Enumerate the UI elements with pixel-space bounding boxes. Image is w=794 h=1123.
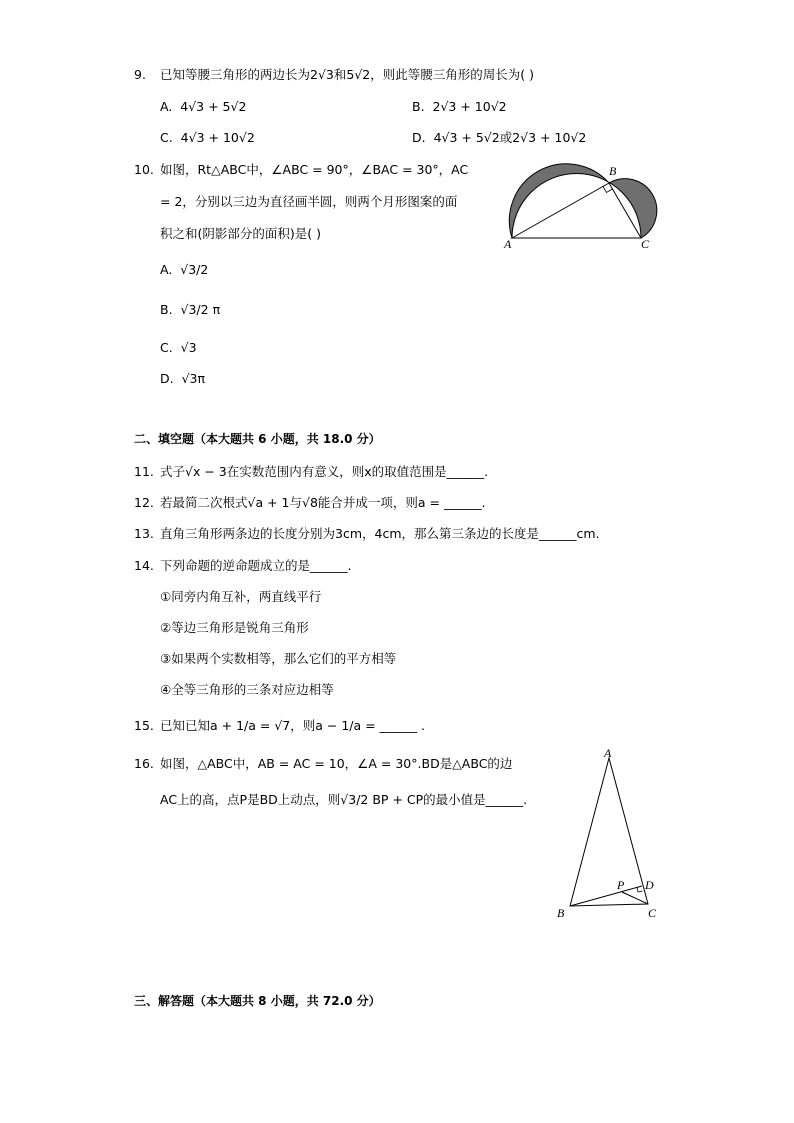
q16-label-d: D (645, 878, 654, 892)
q9-option-d: D. 4√3 + 5√2或2√3 + 10√2 (412, 130, 587, 145)
q10-option-d: D. √3π (160, 371, 206, 386)
q16-line2: AC上的高，点P是BD上动点，则√3/2 BP + CP的最小值是______. (160, 792, 528, 807)
q10-option-b: B. √3/2 π (160, 302, 221, 317)
q9-option-c: C. 4√3 + 10√2 (160, 130, 255, 145)
q16-label-c: C (648, 906, 657, 920)
q9-option-b: B. 2√3 + 10√2 (412, 99, 507, 114)
q16-label-p: P (617, 878, 625, 892)
q13-text: 直角三角形两条边的长度分别为3cm，4cm，那么第三条边的长度是______cm. (160, 526, 600, 541)
q9-number: 9. (134, 67, 146, 82)
q15-text: 已知已知a + 1/a = √7，则a − 1/a = ______ . (160, 718, 426, 733)
q14-item-2: ②等边三角形是锐角三角形 (160, 620, 309, 635)
q9-option-a: A. 4√3 + 5√2 (160, 99, 247, 114)
q16-figure (552, 746, 672, 926)
q16-triangle (570, 758, 648, 906)
q14-item-3: ③如果两个实数相等，那么它们的平方相等 (160, 651, 397, 666)
q16-right-angle-mark (637, 888, 643, 893)
q9-stem (160, 67, 534, 82)
q16-segment-pc (622, 892, 648, 904)
q16-line1: 如图，△ABC中，AB = AC = 10，∠A = 30°.BD是△ABC的边 (160, 756, 513, 771)
q14-stem: 下列命题的逆命题成立的是______. (160, 558, 352, 573)
q10-line3: 积之和(阴影部分的面积)是( ) (160, 226, 321, 241)
q10-label-c: C (641, 237, 650, 251)
section-3-title: 三、解答题（本大题共 8 小题，共 72.0 分） (134, 994, 381, 1008)
q12-text: 若最简二次根式√a + 1与√8能合并成一项，则a = ______. (160, 495, 486, 510)
q10-label-a: A (504, 237, 512, 251)
q10-figure (498, 148, 668, 251)
q11-number: 11. (134, 464, 154, 479)
q16-label-b: B (557, 906, 565, 920)
q16-label-a: A (604, 746, 612, 760)
section-2-title: 二、填空题（本大题共 6 小题，共 18.0 分） (134, 432, 381, 446)
q10-number: 10. (134, 162, 154, 177)
q9-stem-text: 已知等腰三角形的两边长为2√3和5√2，则此等腰三角形的周长为( ) (160, 67, 534, 82)
q14-number: 14. (134, 558, 154, 573)
q10-option-c: C. √3 (160, 340, 197, 355)
q10-line2: = 2，分别以三边为直径画半圆，则两个月形图案的面 (160, 194, 458, 209)
q11-text: 式子√x − 3在实数范围内有意义，则x的取值范围是______. (160, 464, 489, 479)
q10-label-b: B (609, 164, 617, 178)
q15-number: 15. (134, 718, 154, 733)
q10-option-a: A. √3/2 (160, 262, 209, 277)
q13-number: 13. (134, 526, 154, 541)
q14-item-1: ①同旁内角互补，两直线平行 (160, 589, 322, 604)
q10-line1: 如图，Rt△ABC中，∠ABC = 90°，∠BAC = 30°，AC (160, 162, 469, 177)
q12-number: 12. (134, 495, 154, 510)
q14-item-4: ④全等三角形的三条对应边相等 (160, 682, 334, 697)
q16-number: 16. (134, 756, 154, 771)
